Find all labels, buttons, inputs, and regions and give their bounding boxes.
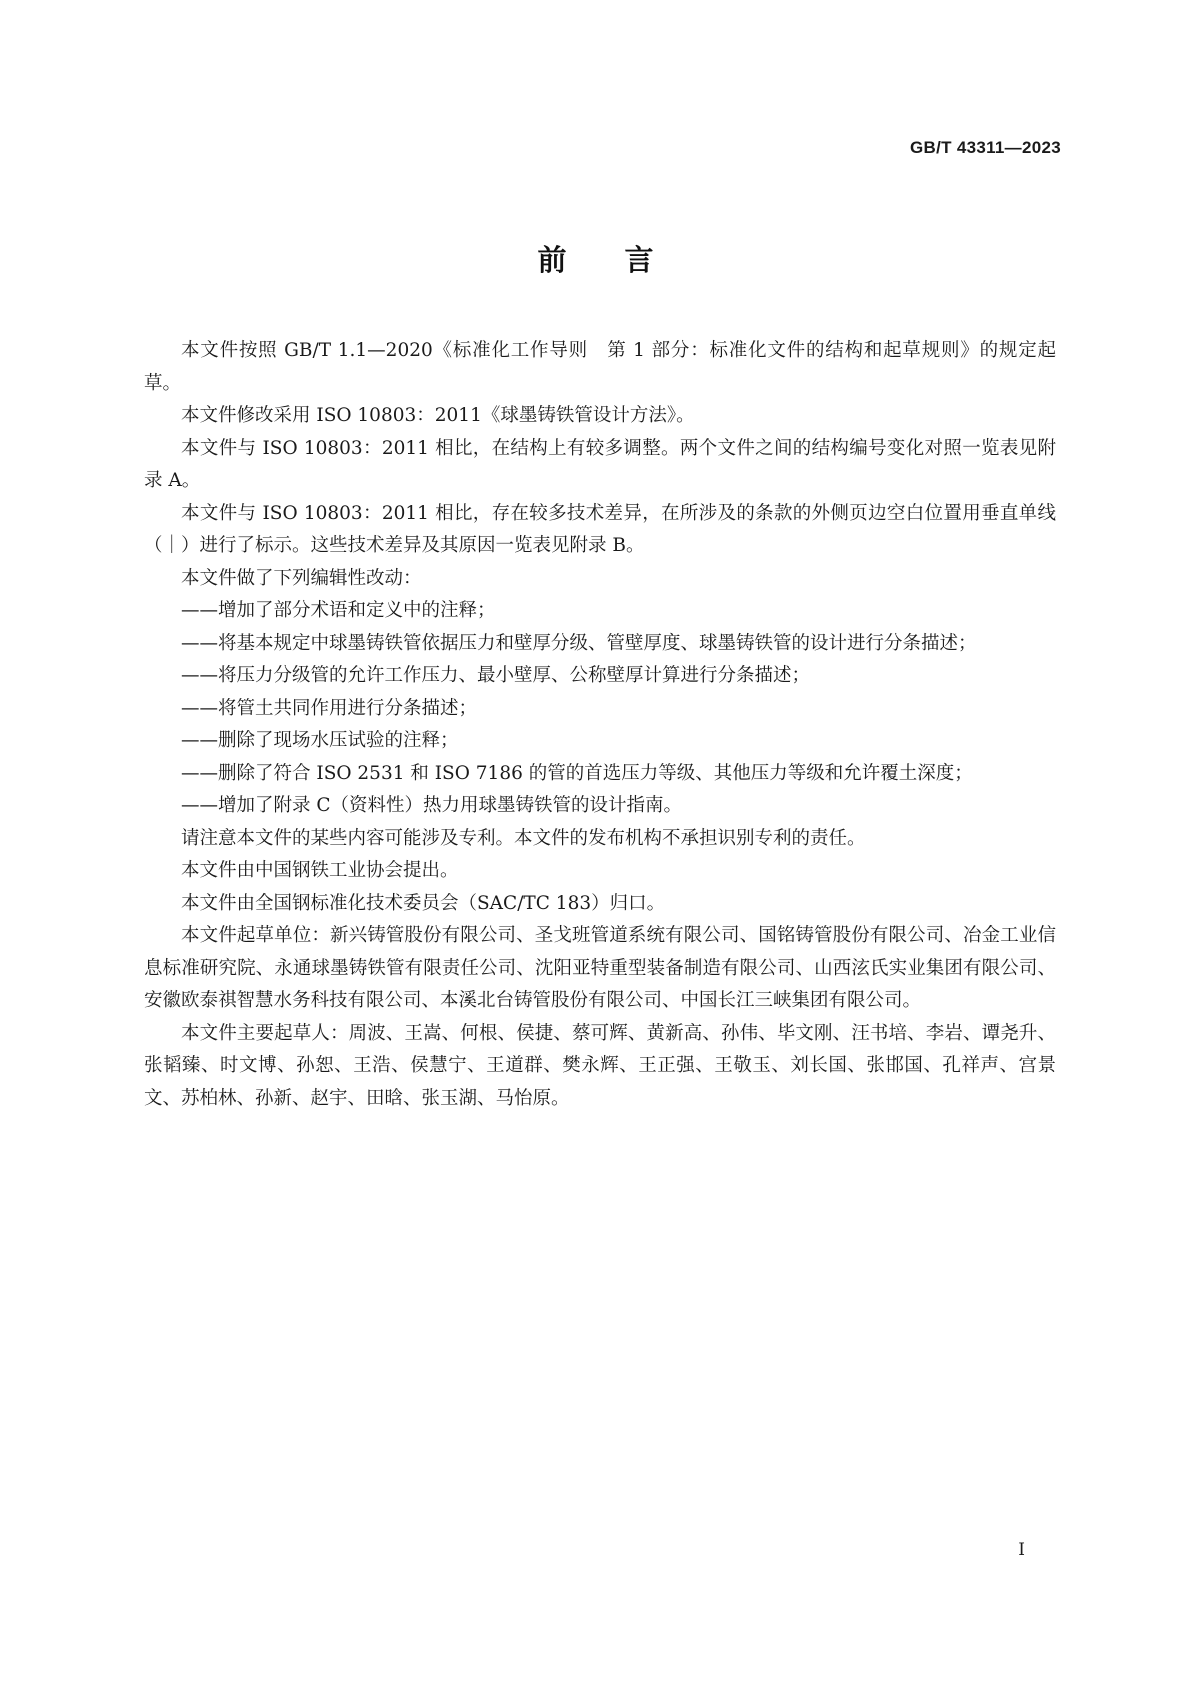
list-item-editorial-change: ——将压力分级管的允许工作压力、最小壁厚、公称壁厚计算进行分条描述； (181, 665, 811, 686)
paragraph-patent-notice: 请注意本文件的某些内容可能涉及专利。本文件的发布机构不承担识别专利的责任。 (181, 827, 866, 849)
standard-number: GB/T 43311—2023 (910, 138, 1061, 157)
list-item-editorial-change: ——将基本规定中球墨铸铁管依据压力和壁厚分级、管壁厚度、球墨铸铁管的设计进行分条描述； (181, 632, 977, 654)
page-number: I (1018, 1540, 1025, 1560)
list-item-editorial-change: ——删除了符合 ISO 2531 和 ISO 7186 的管的首选压力等级、其他压力等级和允许覆土深度； (181, 762, 973, 784)
paragraph-technical-differences: 本文件与 ISO 10803：2011 相比，存在较多技术差异，在所涉及的条款的外侧页边空白位置用垂直单线（｜）进行了标示。这些技术差异及其原因一览表见附录 B。 (144, 502, 1056, 556)
list-item-editorial-change: ——删除了现场水压试验的注释； (181, 730, 459, 751)
list-item-editorial-change: ——增加了部分术语和定义中的注释； (181, 600, 496, 621)
paragraph-structure-changes: 本文件与 ISO 10803：2011 相比，在结构上有较多调整。两个文件之间的结构编号变化对照一览表见附录 A。 (144, 437, 1056, 491)
foreword-body (144, 335, 1056, 1115)
list-item-editorial-change: ——增加了附录 C（资料性）热力用球墨铸铁管的设计指南。 (181, 795, 683, 816)
paragraph-drafters: 本文件主要起草人：周波、王嵩、何根、侯捷、蔡可辉、黄新高、孙伟、毕文刚、汪书培、李岩、谭尧升、张韬臻、时文博、孙恕、王浩、侯慧宁、王道群、樊永辉、王正强、王敬玉、刘长国、张邯国、孔祥声、宫景文、苏柏林、孙新、赵宇、田晗、张玉湖、马怡原。 (144, 1022, 1056, 1109)
paragraph-editorial-intro: 本文件做了下列编辑性改动： (181, 567, 422, 589)
paragraph-iso-adoption: 本文件修改采用 ISO 10803：2011《球墨铸铁管设计方法》。 (181, 405, 695, 426)
list-item-editorial-change: ——将管土共同作用进行分条描述； (181, 697, 478, 719)
paragraph-drafting-units: 本文件起草单位：新兴铸管股份有限公司、圣戈班管道系统有限公司、国铭铸管股份有限公司、冶金工业信息标准研究院、永通球墨铸铁管有限责任公司、沈阳亚特重型装备制造有限公司、山西泫氏实业集团有限公司、安徽欧泰祺智慧水务科技有限公司、本溪北台铸管股份有限公司、中国长江三峡集团有限公司。 (144, 925, 1056, 1011)
paragraph-committee: 本文件由全国钢标准化技术委员会（SAC/TC 183）归口。 (181, 892, 666, 914)
page-title: 前言 (537, 243, 712, 277)
paragraph-proposer: 本文件由中国钢铁工业协会提出。 (181, 860, 459, 881)
paragraph-drafting-rules: 本文件按照 GB/T 1.1—2020《标准化工作导则 第 1 部分：标准化文件的结构和起草规则》的规定起草。 (144, 340, 1056, 394)
